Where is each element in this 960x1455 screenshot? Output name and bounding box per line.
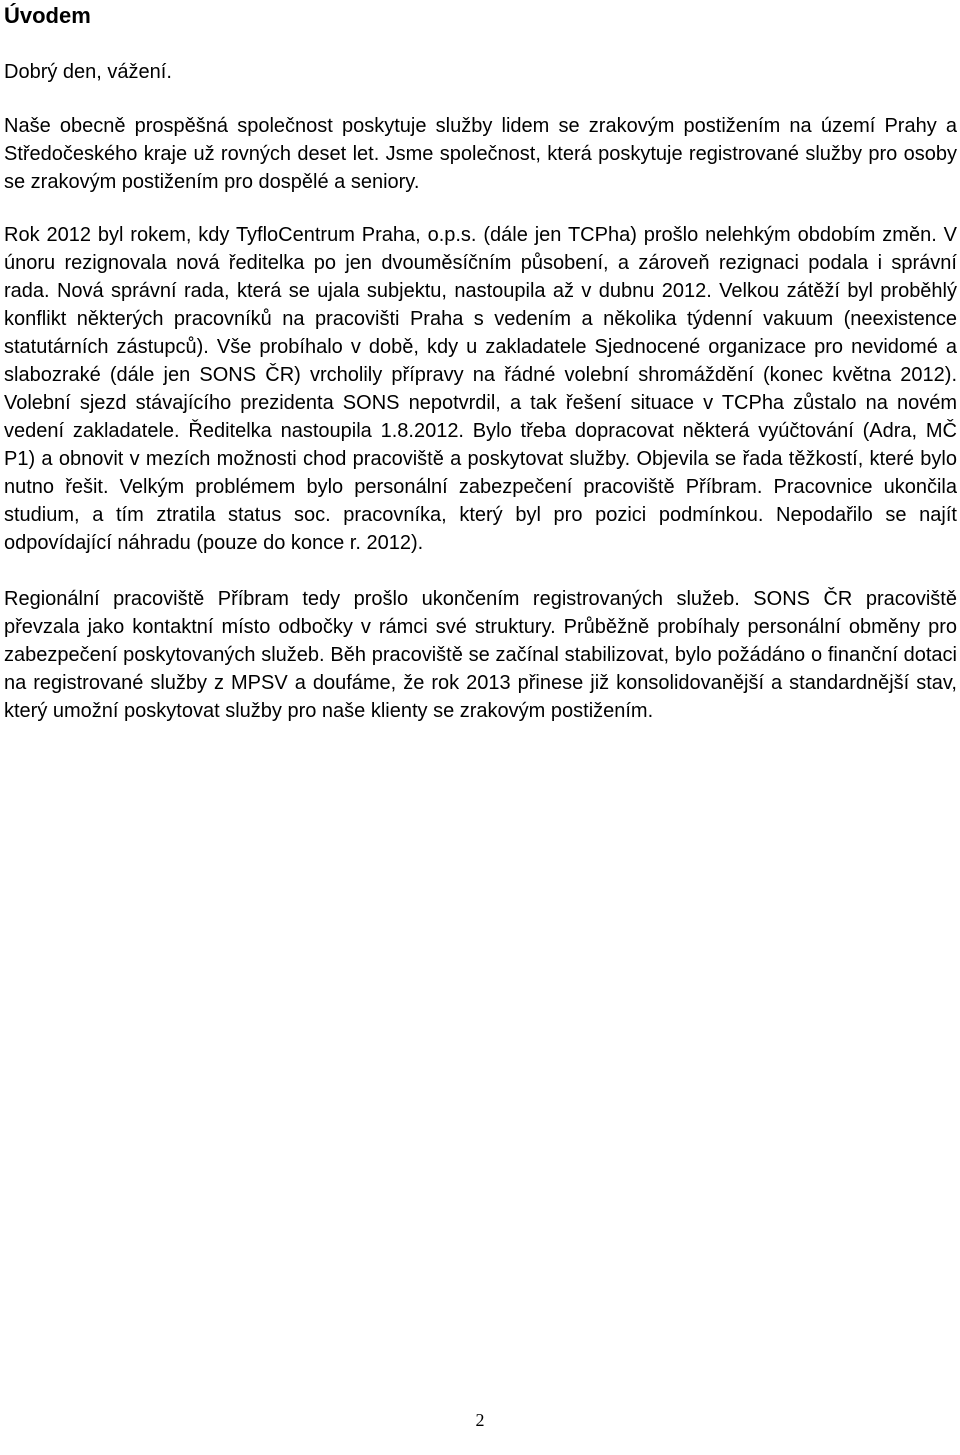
page-number: 2 [475, 1410, 485, 1430]
greeting-text: Dobrý den, vážení. [4, 61, 172, 83]
document-page [4, 0, 957, 725]
intro-paragraph: Naše obecně prospěšná společnost poskytuje služby lidem se zrakovým postižením na území Prahy a Středočeského kraje už rovných deset let. Jsme společnost, která poskytuje registrované služby pro osoby se zrakovým postižením pro dospělé a seniory. [4, 115, 957, 193]
section-heading: Úvodem [4, 3, 91, 28]
year-2012-paragraph: Rok 2012 byl rokem, kdy TyfloCentrum Praha, o.p.s. (dále jen TCPha) prošlo nelehkým obdobím změn. V únoru rezignovala nová ředitelka po jen dvouměsíčním působení, a zároveň rezignaci podala i správní rada. Nová správní rada, která se ujala subjektu, nastoupila až v dubnu 2012. Velkou zátěží byl proběhlý konflikt některých pracovníků na pracovišti Praha s vedením a několika týdenní vakuum (neexistence statutárních zástupců). Vše probíhalo v době, kdy u zakladatele Sjednocené organizace pro nevidomé a slabozraké (dále jen SONS ČR) vrcholily přípravy na řádné volební shromáždění (konec května 2012). Volební sjezd stávajícího prezidenta SONS nepotvrdil, a tak řešení situace v TCPha zůstalo na novém vedení zakladatele. Ředitelka nastoupila 1.8.2012. Bylo třeba dopracovat některá vyúčtování (Adra, MČ P1) a obnovit v mezích možnosti chod pracoviště a poskytovat služby. Objevila se řada těžkostí, které bylo nutno řešit. Velkým problémem bylo personální zabezpečení pracoviště Příbram. Pracovnice ukončila studium, a tím ztratila status soc. pracovníka, který byl pro pozici podmínkou. Nepodařilo se najít odpovídající náhradu (pouze do konce r. 2012). [4, 224, 957, 554]
pribram-paragraph: Regionální pracoviště Příbram tedy prošlo ukončením registrovaných služeb. SONS ČR pracoviště převzala jako kontaktní místo odbočky v rámci své struktury. Průběžně probíhaly personální obměny pro zabezpečení poskytovaných služeb. Běh pracoviště se začínal stabilizovat, bylo požádáno o finanční dotaci na registrované služby z MPSV a doufáme, že rok 2013 přinese již konsolidovanější a standardnější stav, který umožní poskytovat služby pro naše klienty se zrakovým postižením. [4, 588, 957, 722]
